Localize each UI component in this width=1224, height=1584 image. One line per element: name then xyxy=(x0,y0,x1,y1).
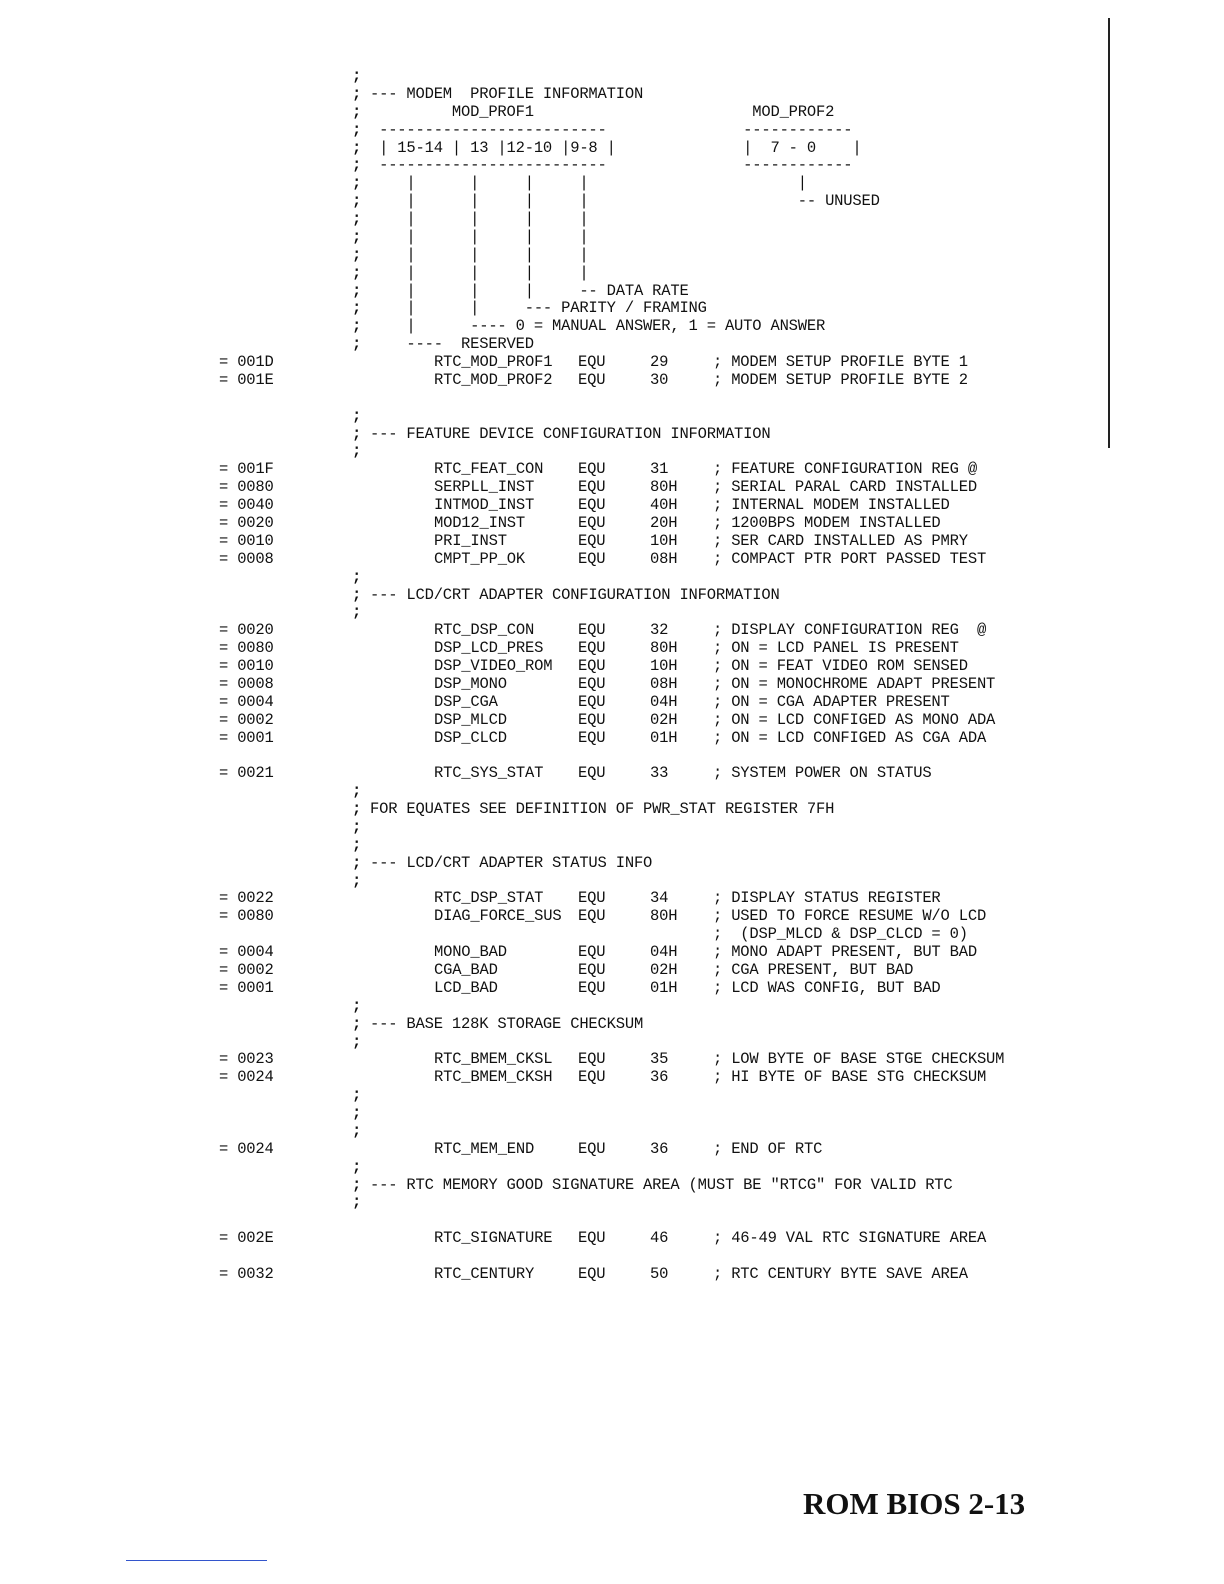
listing-semicolon: ; xyxy=(352,281,362,300)
margin-rule xyxy=(1108,18,1110,448)
listing-semicolon: ; xyxy=(352,1157,362,1176)
listing-semicolon: ; xyxy=(352,1014,362,1033)
listing-line xyxy=(0,478,1100,496)
listing-line xyxy=(0,442,1100,460)
listing-comment: ; FEATURE CONFIGURATION REG @ xyxy=(713,460,977,479)
listing-line xyxy=(0,1265,1100,1283)
listing-comment-text: MOD_PROF1 MOD_PROF2 xyxy=(370,102,835,121)
listing-address: = 0002 xyxy=(219,961,274,979)
listing-label: RTC_BMEM_CKSL xyxy=(434,1050,553,1069)
listing-comment-text: --- BASE 128K STORAGE CHECKSUM xyxy=(370,1014,644,1033)
listing-comment-text: | ---- 0 = MANUAL ANSWER, 1 = AUTO ANSWER xyxy=(370,317,826,336)
listing-semicolon: ; xyxy=(352,996,362,1015)
listing-line xyxy=(0,1104,1100,1122)
listing-value: 29 xyxy=(650,353,669,372)
listing-value: 20H xyxy=(650,514,678,532)
listing-comment-text: --- FEATURE DEVICE CONFIGURATION INFORMATION xyxy=(370,424,771,443)
listing-label: RTC_DSP_STAT xyxy=(434,889,544,908)
listing-opcode: EQU xyxy=(578,370,606,389)
listing-line xyxy=(0,854,1100,872)
listing-semicolon: ; xyxy=(352,227,362,246)
listing-address: = 001F xyxy=(219,460,274,479)
footer-page-number: 2-13 xyxy=(968,1486,1026,1521)
listing-address: = 0020 xyxy=(219,621,274,640)
listing-line xyxy=(0,1158,1100,1176)
listing-line xyxy=(0,586,1100,604)
listing-line xyxy=(0,693,1100,711)
listing-comment: ; RTC CENTURY BYTE SAVE AREA xyxy=(713,1264,968,1283)
listing-opcode: EQU xyxy=(578,764,606,783)
listing-address: = 0021 xyxy=(219,764,274,783)
listing-opcode: EQU xyxy=(578,1139,606,1158)
listing-line xyxy=(0,1122,1100,1140)
listing-value: 30 xyxy=(650,370,669,389)
listing-line xyxy=(0,156,1100,174)
listing-label: RTC_MOD_PROF1 xyxy=(434,353,553,372)
listing-label: DSP_CLCD xyxy=(434,728,507,747)
listing-comment: ; SERIAL PARAL CARD INSTALLED xyxy=(713,478,977,497)
listing-label: RTC_SIGNATURE xyxy=(434,1229,553,1248)
listing-semicolon: ; xyxy=(352,406,362,425)
listing-line xyxy=(0,246,1100,264)
listing-value: 80H xyxy=(650,639,678,658)
listing-semicolon: ; xyxy=(352,317,362,336)
listing-semicolon: ; xyxy=(352,120,362,139)
listing-line xyxy=(0,657,1100,675)
listing-line xyxy=(0,174,1100,192)
listing-line xyxy=(0,800,1100,818)
listing-opcode: EQU xyxy=(578,514,606,532)
listing-opcode: EQU xyxy=(578,961,606,979)
listing-label: RTC_CENTURY xyxy=(434,1264,535,1283)
listing-value: 40H xyxy=(650,496,678,515)
listing-semicolon: ; xyxy=(352,567,362,586)
listing-line xyxy=(0,371,1100,389)
listing-line xyxy=(0,1247,1100,1265)
listing-line xyxy=(0,603,1100,621)
listing-line xyxy=(0,836,1100,854)
listing-comment: ; MONO ADAPT PRESENT, BUT BAD xyxy=(713,943,977,962)
listing-value: 33 xyxy=(650,764,669,783)
listing-value: 10H xyxy=(650,531,678,550)
listing-line xyxy=(0,192,1100,210)
listing-comment-text: --- RTC MEMORY GOOD SIGNATURE AREA (MUST BE "RTCG" FOR VALID RTC xyxy=(370,1175,953,1194)
listing-address: = 001E xyxy=(219,370,274,389)
listing-line xyxy=(0,1229,1100,1247)
listing-comment: ; COMPACT PTR PORT PASSED TEST xyxy=(713,549,987,568)
listing-comment: ; ON = MONOCHROME ADAPT PRESENT xyxy=(713,674,996,693)
listing-line xyxy=(0,621,1100,639)
listing-semicolon: ; xyxy=(352,1175,362,1194)
listing-line xyxy=(0,121,1100,139)
listing-line xyxy=(0,818,1100,836)
listing-line xyxy=(0,496,1100,514)
listing-semicolon: ; xyxy=(352,102,362,121)
listing-comment: ; MODEM SETUP PROFILE BYTE 2 xyxy=(713,370,968,389)
listing-comment: ; ON = LCD CONFIGED AS MONO ADA xyxy=(713,710,996,729)
listing-line xyxy=(0,353,1100,371)
listing-value: 04H xyxy=(650,692,678,711)
listing-opcode: EQU xyxy=(578,478,606,497)
listing-line xyxy=(0,1015,1100,1033)
listing-line xyxy=(0,1033,1100,1051)
listing-line xyxy=(0,425,1100,443)
listing-semicolon: ; xyxy=(352,871,362,890)
listing-semicolon: ; xyxy=(352,1121,362,1140)
listing-comment: ; ON = LCD PANEL IS PRESENT xyxy=(713,639,959,658)
listing-opcode: EQU xyxy=(578,1229,606,1248)
listing-semicolon: ; xyxy=(352,210,362,229)
listing-label: MONO_BAD xyxy=(434,943,507,962)
listing-address: = 001D xyxy=(219,353,274,372)
listing-opcode: EQU xyxy=(578,943,606,962)
listing-comment-text: | | | | xyxy=(370,227,589,246)
listing-value: 50 xyxy=(650,1264,669,1283)
listing-address: = 0008 xyxy=(219,674,274,693)
page-footer xyxy=(803,1486,1025,1522)
listing-line xyxy=(0,764,1100,782)
listing-line xyxy=(0,317,1100,335)
listing-line xyxy=(0,961,1100,979)
listing-label: RTC_MOD_PROF2 xyxy=(434,370,553,389)
listing-comment: ; LOW BYTE OF BASE STGE CHECKSUM xyxy=(713,1050,1005,1069)
listing-semicolon: ; xyxy=(352,299,362,318)
listing-opcode: EQU xyxy=(578,710,606,729)
listing-value: 02H xyxy=(650,710,678,729)
listing-address: = 0001 xyxy=(219,728,274,747)
listing-value: 01H xyxy=(650,728,678,747)
listing-line xyxy=(0,282,1100,300)
listing-line xyxy=(0,335,1100,353)
listing-line xyxy=(0,67,1100,85)
listing-opcode: EQU xyxy=(578,1068,606,1087)
listing-line xyxy=(0,407,1100,425)
listing-address: = 0032 xyxy=(219,1264,274,1283)
listing-opcode: EQU xyxy=(578,460,606,479)
listing-line xyxy=(0,139,1100,157)
listing-line xyxy=(0,264,1100,282)
listing-opcode: EQU xyxy=(578,1050,606,1069)
listing-line xyxy=(0,997,1100,1015)
listing-address: = 0022 xyxy=(219,889,274,908)
listing-line xyxy=(0,1193,1100,1211)
listing-line xyxy=(0,943,1100,961)
listing-value: 34 xyxy=(650,889,669,908)
listing-line xyxy=(0,639,1100,657)
listing-address: = 0020 xyxy=(219,514,274,532)
listing-comment: ; 1200BPS MODEM INSTALLED xyxy=(713,514,941,532)
listing-opcode: EQU xyxy=(578,889,606,908)
listing-address: = 0010 xyxy=(219,657,274,676)
listing-line xyxy=(0,299,1100,317)
listing-comment: ; MODEM SETUP PROFILE BYTE 1 xyxy=(713,353,968,372)
listing-label: RTC_SYS_STAT xyxy=(434,764,544,783)
listing-line xyxy=(0,746,1100,764)
listing-address: = 0024 xyxy=(219,1068,274,1087)
listing-semicolon: ; xyxy=(352,1086,362,1105)
listing-comment: ; DISPLAY STATUS REGISTER xyxy=(713,889,941,908)
listing-semicolon: ; xyxy=(352,442,362,461)
listing-line xyxy=(0,782,1100,800)
listing-comment-text: | | | | -- UNUSED xyxy=(370,192,880,211)
listing-line xyxy=(0,514,1100,532)
listing-label: RTC_DSP_CON xyxy=(434,621,535,640)
listing-value: 80H xyxy=(650,478,678,497)
listing-line xyxy=(0,85,1100,103)
listing-semicolon: ; xyxy=(352,585,362,604)
listing-value: 80H xyxy=(650,907,678,926)
listing-opcode: EQU xyxy=(578,639,606,658)
listing-label: DSP_CGA xyxy=(434,692,498,711)
listing-address: = 0004 xyxy=(219,943,274,962)
listing-comment: ; DISPLAY CONFIGURATION REG @ xyxy=(713,621,987,640)
listing-label: DSP_LCD_PRES xyxy=(434,639,544,658)
listing-line xyxy=(0,228,1100,246)
listing-opcode: EQU xyxy=(578,674,606,693)
listing-label: DSP_MLCD xyxy=(434,710,507,729)
listing-value: 35 xyxy=(650,1050,669,1069)
listing-address: = 0008 xyxy=(219,549,274,568)
listing-comment-text: --- LCD/CRT ADAPTER STATUS INFO xyxy=(370,853,653,872)
listing-line xyxy=(0,550,1100,568)
listing-line xyxy=(0,460,1100,478)
listing-comment-text: | 15-14 | 13 |12-10 |9-8 | | 7 - 0 | xyxy=(370,138,862,157)
listing-semicolon: ; xyxy=(352,603,362,622)
listing-semicolon: ; xyxy=(352,424,362,443)
listing-comment: ; ON = CGA ADAPTER PRESENT xyxy=(713,692,950,711)
listing-line xyxy=(0,1140,1100,1158)
listing-address: = 0024 xyxy=(219,1139,274,1158)
listing-label: CGA_BAD xyxy=(434,961,498,979)
listing-comment-text: --- MODEM PROFILE INFORMATION xyxy=(370,84,644,103)
listing-line xyxy=(0,568,1100,586)
listing-value: 08H xyxy=(650,674,678,693)
listing-opcode: EQU xyxy=(578,353,606,372)
listing-opcode: EQU xyxy=(578,728,606,747)
listing-line xyxy=(0,889,1100,907)
listing-value: 36 xyxy=(650,1139,669,1158)
listing-comment: ; END OF RTC xyxy=(713,1139,823,1158)
listing-opcode: EQU xyxy=(578,657,606,676)
listing-line xyxy=(0,1176,1100,1194)
listing-comment: ; USED TO FORCE RESUME W/O LCD xyxy=(713,907,987,926)
listing-line xyxy=(0,925,1100,943)
listing-semicolon: ; xyxy=(352,335,362,354)
listing-label: MOD12_INST xyxy=(434,514,526,532)
listing-semicolon: ; xyxy=(352,67,362,85)
listing-line xyxy=(0,907,1100,925)
listing-line xyxy=(0,729,1100,747)
listing-semicolon: ; xyxy=(352,817,362,836)
listing-semicolon: ; xyxy=(352,782,362,801)
listing-semicolon: ; xyxy=(352,156,362,175)
listing-comment-text: ------------------------- ------------ xyxy=(370,156,853,175)
listing-address: = 002E xyxy=(219,1229,274,1248)
listing-comment: ; ON = FEAT VIDEO ROM SENSED xyxy=(713,657,968,676)
listing-label: SERPLL_INST xyxy=(434,478,535,497)
listing-opcode: EQU xyxy=(578,978,606,997)
listing-label: CMPT_PP_OK xyxy=(434,549,526,568)
listing-semicolon: ; xyxy=(352,263,362,282)
listing-semicolon: ; xyxy=(352,174,362,193)
listing-label: DIAG_FORCE_SUS xyxy=(434,907,562,926)
listing-comment-text: | | --- PARITY / FRAMING xyxy=(370,299,707,318)
listing-value: 31 xyxy=(650,460,669,479)
listing-comment: ; 46-49 VAL RTC SIGNATURE AREA xyxy=(713,1229,987,1248)
listing-address: = 0080 xyxy=(219,639,274,658)
listing-semicolon: ; xyxy=(352,1193,362,1212)
listing-value: 36 xyxy=(650,1068,669,1087)
listing-comment-text: ---- RESERVED xyxy=(370,335,534,354)
listing-opcode: EQU xyxy=(578,621,606,640)
listing-comment-text: | | | -- DATA RATE xyxy=(370,281,689,300)
listing-address: = 0001 xyxy=(219,978,274,997)
listing-line xyxy=(0,1211,1100,1229)
listing-address: = 0080 xyxy=(219,907,274,926)
listing-comment-text: | | | | | xyxy=(370,174,807,193)
listing-comment: ; SYSTEM POWER ON STATUS xyxy=(713,764,932,783)
listing-line xyxy=(0,103,1100,121)
listing-value: 02H xyxy=(650,961,678,979)
listing-semicolon: ; xyxy=(352,84,362,103)
listing-line xyxy=(0,1068,1100,1086)
listing-semicolon: ; xyxy=(352,800,362,819)
listing-comment: ; HI BYTE OF BASE STG CHECKSUM xyxy=(713,1068,987,1087)
listing-comment-text: FOR EQUATES SEE DEFINITION OF PWR_STAT REGISTER 7FH xyxy=(370,800,835,819)
listing-semicolon: ; xyxy=(352,138,362,157)
listing-line xyxy=(0,711,1100,729)
listing-comment-text: | | | | xyxy=(370,210,589,229)
listing-address: = 0080 xyxy=(219,478,274,497)
listing-line xyxy=(0,872,1100,890)
listing-line xyxy=(0,979,1100,997)
listing-address: = 0023 xyxy=(219,1050,274,1069)
listing-label: PRI_INST xyxy=(434,531,507,550)
listing-comment: ; SER CARD INSTALLED AS PMRY xyxy=(713,531,968,550)
listing-semicolon: ; xyxy=(352,245,362,264)
listing-value: 08H xyxy=(650,549,678,568)
listing-label: DSP_MONO xyxy=(434,674,507,693)
listing-address: = 0010 xyxy=(219,531,274,550)
listing-opcode: EQU xyxy=(578,549,606,568)
listing-comment: ; (DSP_MLCD & DSP_CLCD = 0) xyxy=(713,925,968,944)
listing-line xyxy=(0,1050,1100,1068)
listing-value: 01H xyxy=(650,978,678,997)
listing-label: LCD_BAD xyxy=(434,978,498,997)
listing-opcode: EQU xyxy=(578,496,606,515)
listing-address: = 0040 xyxy=(219,496,274,515)
listing-comment: ; INTERNAL MODEM INSTALLED xyxy=(713,496,950,515)
listing-opcode: EQU xyxy=(578,1264,606,1283)
listing-label: RTC_BMEM_CKSH xyxy=(434,1068,553,1087)
listing-semicolon: ; xyxy=(352,1104,362,1123)
listing-label: RTC_FEAT_CON xyxy=(434,460,544,479)
footnote-rule xyxy=(126,1560,267,1561)
listing-comment: ; ON = LCD CONFIGED AS CGA ADA xyxy=(713,728,987,747)
listing-semicolon: ; xyxy=(352,853,362,872)
listing-opcode: EQU xyxy=(578,692,606,711)
listing-semicolon: ; xyxy=(352,1032,362,1051)
listing-opcode: EQU xyxy=(578,907,606,926)
listing-line xyxy=(0,1086,1100,1104)
listing-comment-text: --- LCD/CRT ADAPTER CONFIGURATION INFORMATION xyxy=(370,585,780,604)
listing-line xyxy=(0,389,1100,407)
listing-comment: ; CGA PRESENT, BUT BAD xyxy=(713,961,914,979)
listing-semicolon: ; xyxy=(352,192,362,211)
listing-comment-text: | | | | xyxy=(370,263,589,282)
listing-label: DSP_VIDEO_ROM xyxy=(434,657,553,676)
listing-label: INTMOD_INST xyxy=(434,496,535,515)
listing-value: 46 xyxy=(650,1229,669,1248)
footer-section: ROM BIOS xyxy=(803,1486,961,1521)
listing-value: 10H xyxy=(650,657,678,676)
listing-value: 32 xyxy=(650,621,669,640)
listing-line xyxy=(0,210,1100,228)
listing-line xyxy=(0,532,1100,550)
listing-opcode: EQU xyxy=(578,531,606,550)
listing-value: 04H xyxy=(650,943,678,962)
listing-comment-text: | | | | xyxy=(370,245,589,264)
listing-line xyxy=(0,675,1100,693)
listing-label: RTC_MEM_END xyxy=(434,1139,535,1158)
listing-comment: ; LCD WAS CONFIG, BUT BAD xyxy=(713,978,941,997)
listing-address: = 0004 xyxy=(219,692,274,711)
listing-address: = 0002 xyxy=(219,710,274,729)
listing-comment-text: ------------------------- ------------ xyxy=(370,120,853,139)
listing-semicolon: ; xyxy=(352,835,362,854)
